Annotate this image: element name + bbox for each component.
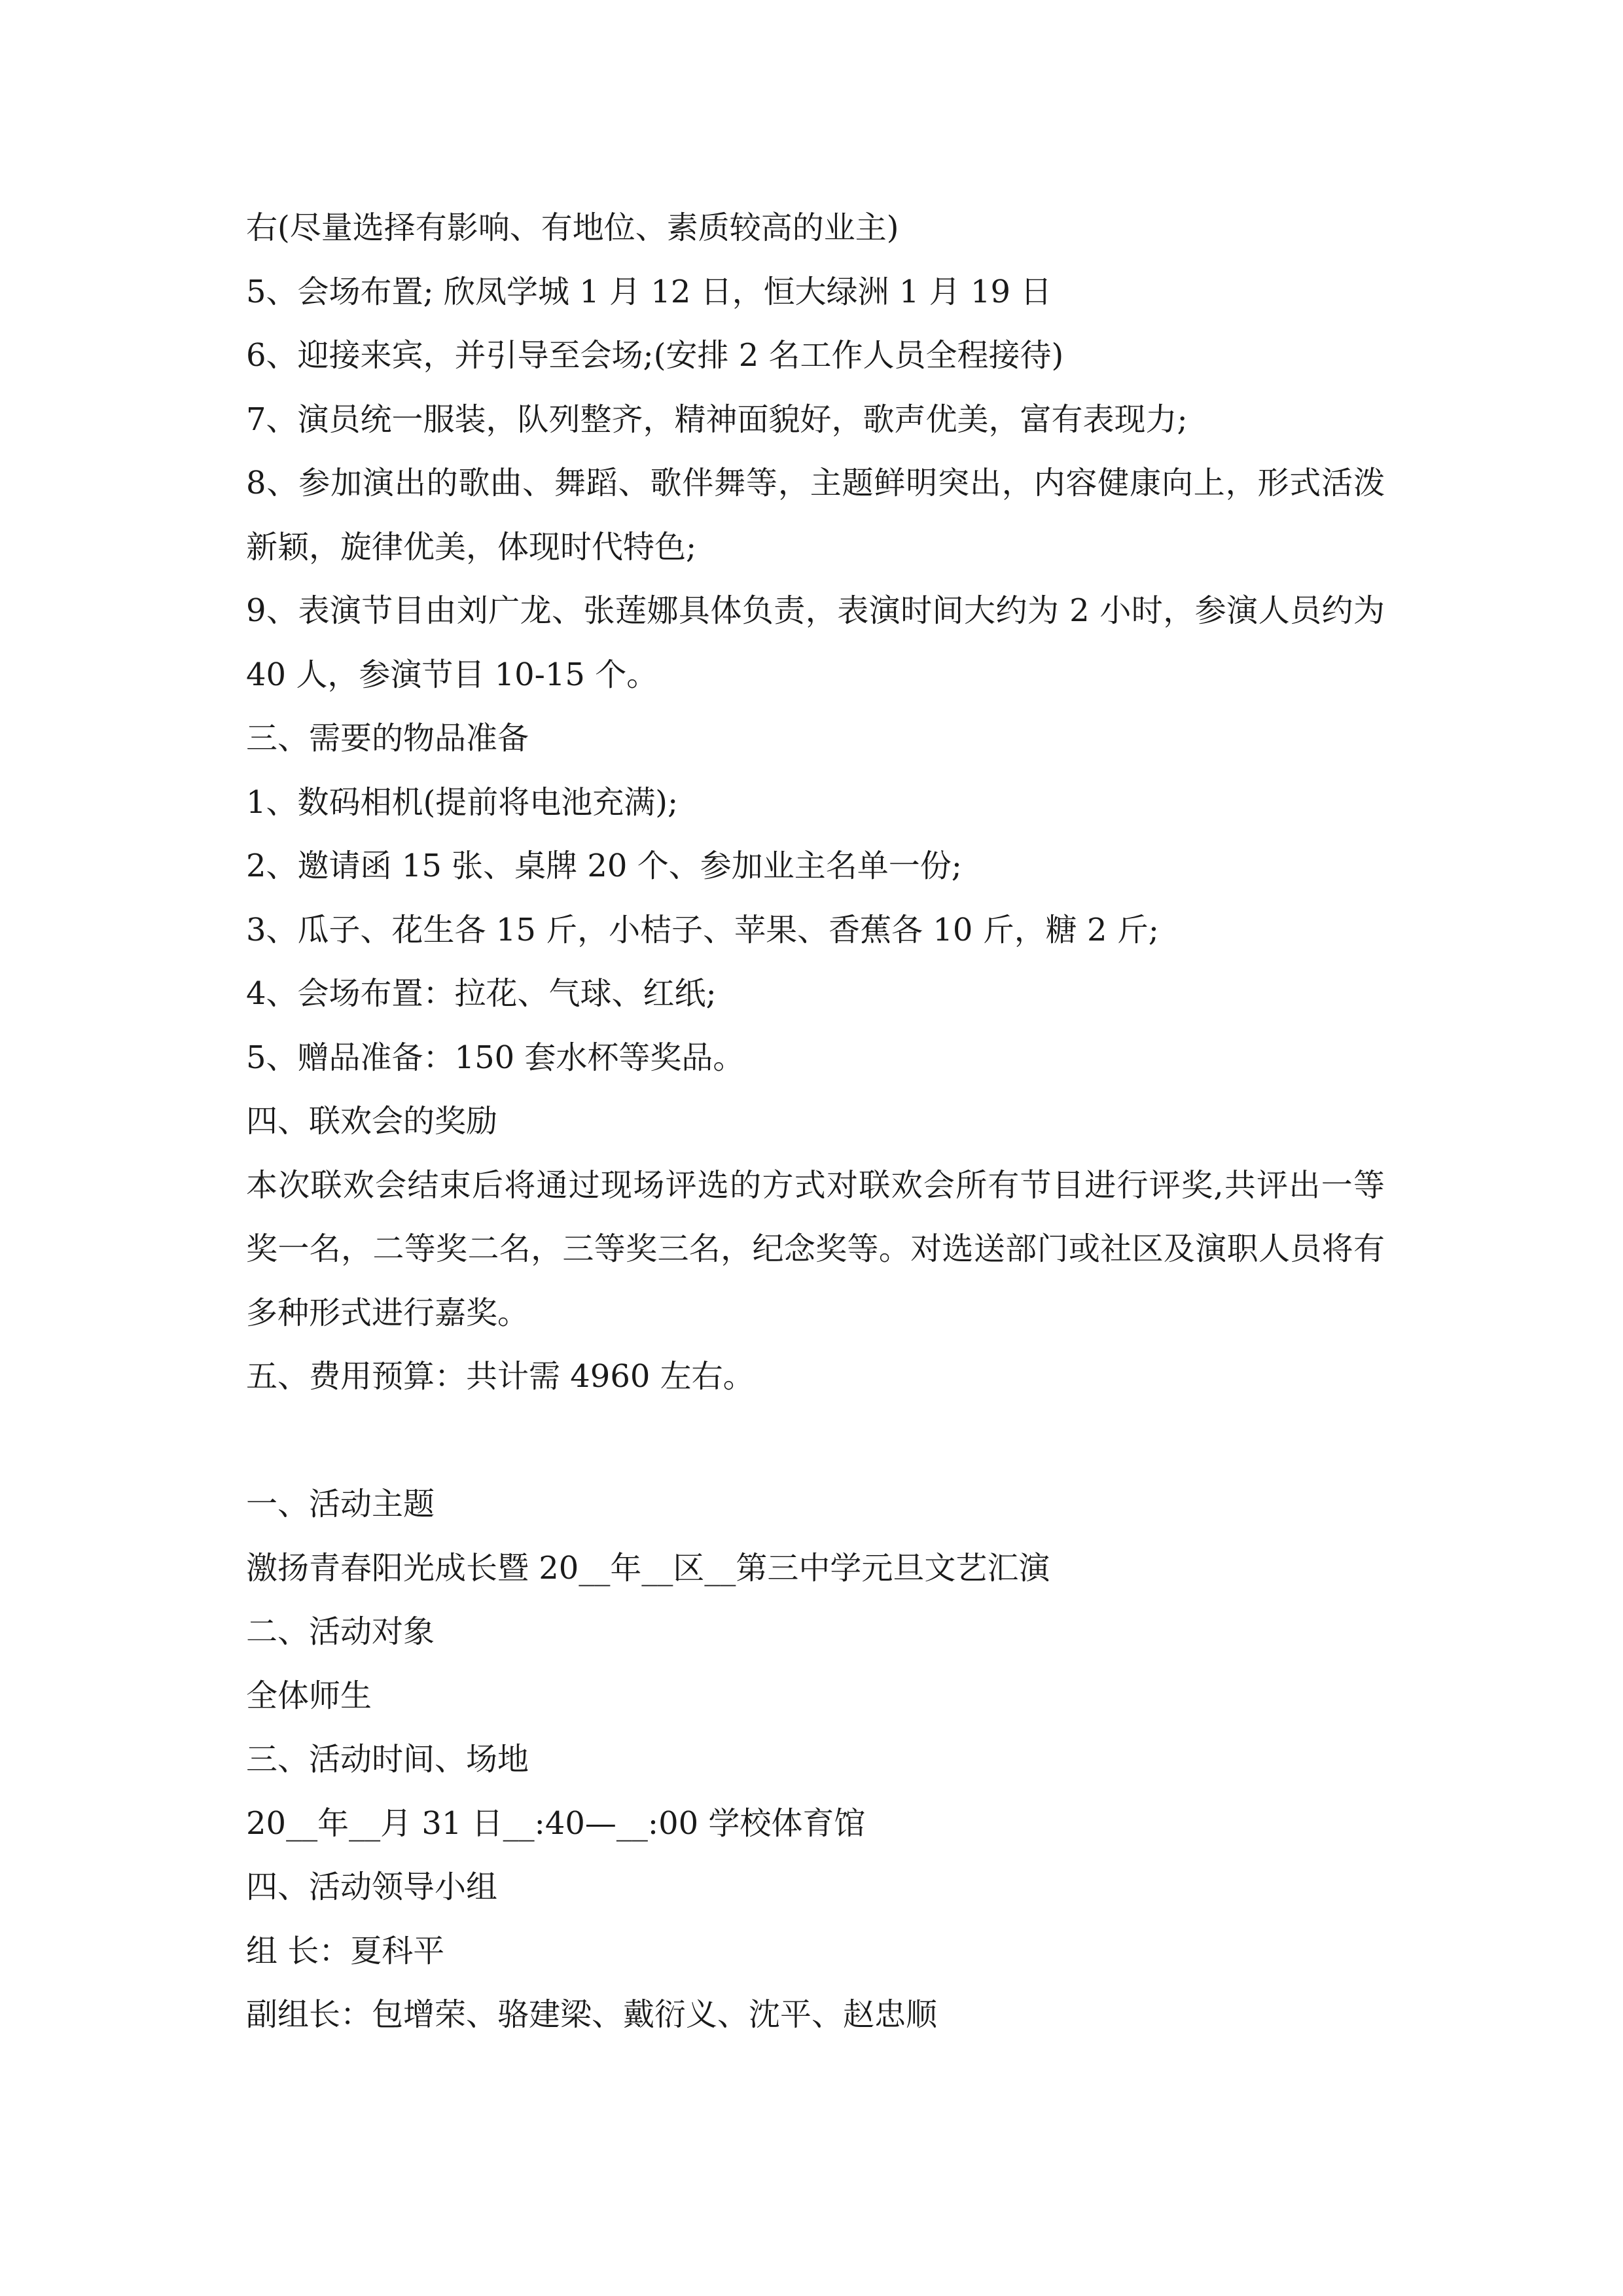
paragraph: 9、表演节目由刘广龙、张莲娜具体负责，表演时间大约为 2 小时，参演人员约为 40 人，参演节目 10-15 个。 — [246, 592, 1395, 693]
paragraph: 激扬青春阳光成长暨 20__年__区__第三中学元旦文艺汇演 — [246, 1549, 1050, 1587]
section-heading: 五、费用预算：共计需 4960 左右。 — [246, 1358, 755, 1395]
paragraph: 2、邀请函 15 张、桌牌 20 个、参加业主名单一份; — [246, 848, 962, 884]
paragraph: 全体师生 — [246, 1677, 372, 1714]
paragraph: 4、会场布置：拉花、气球、红纸; — [246, 975, 717, 1012]
section-heading: 三、活动时间、场地 — [246, 1741, 529, 1778]
paragraph: 本次联欢会结束后将通过现场评选的方式对联欢会所有节目进行评奖,共评出一等奖一名，二等奖二名，三等奖三名，纪念奖等。对选送部门或社区及演职人员将有多种形式进行嘉奖。 — [246, 1166, 1385, 1331]
section-heading: 四、联欢会的奖励 — [246, 1103, 498, 1139]
paragraph: 7、演员统一服装，队列整齐，精神面貌好，歌声优美，富有表现力; — [246, 401, 1188, 438]
blank-line — [246, 1409, 1385, 1473]
paragraph: 8、参加演出的歌曲、舞蹈、歌伴舞等，主题鲜明突出，内容健康向上，形式活泼新颖，旋律优美，体现时代特色; — [246, 465, 1385, 565]
paragraph: 1、数码相机(提前将电池充满); — [246, 783, 679, 821]
paragraph: 5、赠品准备：150 套水杯等奖品。 — [246, 1039, 745, 1076]
section-heading: 一、活动主题 — [246, 1486, 435, 1522]
paragraph: 6、迎接来宾，并引导至会场;(安排 2 名工作人员全程接待) — [246, 337, 1064, 374]
section-heading: 二、活动对象 — [246, 1613, 435, 1650]
paragraph: 右(尽量选择有影响、有地位、素质较高的业主) — [246, 209, 899, 246]
section-heading: 三、需要的物品准备 — [246, 720, 529, 757]
document-body — [246, 196, 1395, 2047]
paragraph: 副组长：包增荣、骆建梁、戴衍义、沈平、赵忠顺 — [246, 1996, 938, 2033]
paragraph: 20__年__月 31 日__:40—__:00 学校体育馆 — [246, 1804, 866, 1842]
paragraph: 组 长：夏科平 — [246, 1932, 445, 1969]
paragraph: 5、会场布置; 欣凤学城 1 月 12 日，恒大绿洲 1 月 19 日 — [246, 273, 1052, 310]
section-heading: 四、活动领导小组 — [246, 1869, 498, 1905]
paragraph: 3、瓜子、花生各 15 斤，小桔子、苹果、香蕉各 10 斤，糖 2 斤; — [246, 911, 1159, 948]
